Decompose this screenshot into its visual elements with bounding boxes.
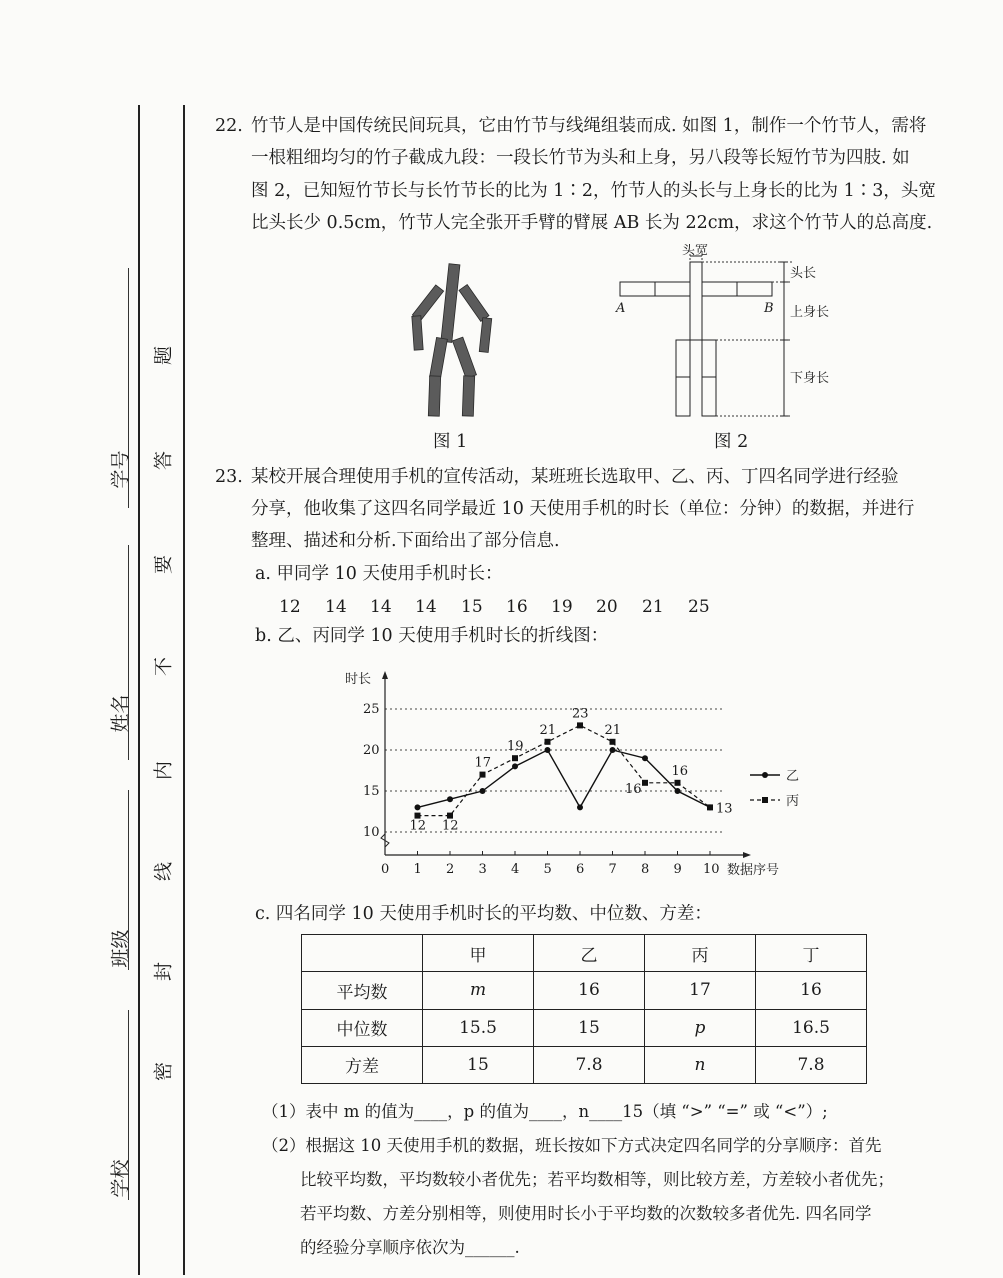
class-label: 班级 — [109, 929, 132, 968]
data-label-bing: 12 — [442, 818, 459, 834]
data-point-yi — [545, 747, 551, 753]
data-point-yi — [447, 796, 453, 802]
data-label-bing: 16 — [625, 781, 642, 797]
table-cell: 平均数 — [302, 972, 423, 1009]
fig2-point-b: B — [764, 301, 774, 316]
fig2-lower-body-label: 下身长 — [790, 371, 830, 386]
x-tick-label: 3 — [478, 862, 487, 877]
data-point-bing — [512, 755, 518, 761]
figure-2-caption: 图 2 — [714, 432, 749, 452]
table-row — [302, 1009, 867, 1046]
legend-marker-bing — [762, 797, 768, 803]
y-tick-label: 10 — [363, 825, 380, 840]
q22-line-1: 竹节人是中国传统民间玩具，它由竹节与线绳组装而成. 如图 1，制作一个竹节人，需将 — [251, 116, 927, 136]
x-axis-label: 数据序号 — [727, 863, 780, 878]
y-tick-label: 25 — [363, 702, 380, 717]
q23-number: 23. — [215, 467, 243, 487]
seal-char: 封 — [152, 962, 175, 982]
fig1-right-shin — [462, 376, 474, 416]
table-cell: p — [645, 1009, 756, 1046]
legend-label-yi: 乙 — [786, 769, 800, 784]
fig2-left-arm-2 — [655, 282, 690, 296]
data-label-bing: 23 — [572, 706, 589, 722]
q23-sub2-line-1: （2）根据这 10 天使用手机的数据，班长按如下方式决定四名同学的分享顺序：首先 — [262, 1136, 882, 1155]
data-label-bing: 13 — [716, 801, 733, 817]
student-id-label: 学号 — [109, 450, 132, 489]
x-tick-label: 4 — [511, 862, 520, 877]
table-header-cell: 丙 — [645, 935, 756, 972]
data-point-bing — [480, 772, 486, 778]
fig1-right-upper-arm — [459, 285, 489, 322]
x-tick-label: 5 — [543, 862, 552, 877]
school-label: 学校 — [109, 1159, 132, 1198]
data-label-bing: 21 — [604, 722, 622, 738]
data-point-yi — [512, 763, 518, 769]
table-cell: 7.8 — [756, 1046, 867, 1083]
jia-value: 14 — [415, 597, 437, 617]
data-label-bing: 12 — [409, 818, 427, 834]
q23-intro-1: 某校开展合理使用手机的宣传活动，某班班长选取甲、乙、丙、丁四名同学进行经验 — [251, 467, 899, 487]
fig1-left-forearm — [412, 316, 423, 351]
fig2-head-len-label: 头长 — [790, 266, 817, 281]
q23-sub1: （1）表中 m 的值为____，p 的值为____，n____15（填 “>” “=” 或 “<”）; — [262, 1102, 828, 1121]
table-cell: 15 — [534, 1009, 645, 1046]
table-header-cell — [302, 935, 423, 972]
q22-line-2: 一根粗细均匀的竹子截成九段：一段长竹节为头和上身，另八段等长短竹节为四肢. 如 — [251, 148, 910, 168]
table-row — [302, 1046, 867, 1083]
data-point-bing — [675, 780, 681, 786]
data-point-yi — [675, 788, 681, 794]
table-cell: n — [645, 1046, 756, 1083]
fig2-left-arm-1 — [620, 282, 655, 296]
table-row — [302, 972, 867, 1009]
x-tick-label: 0 — [381, 862, 390, 877]
x-tick-label: 6 — [576, 862, 585, 877]
figure-2-diagram — [612, 244, 842, 422]
fig2-head-body — [690, 262, 702, 340]
name-label: 姓名 — [109, 694, 132, 733]
fig2-right-arm-2 — [737, 282, 772, 296]
table-cell: 15.5 — [423, 1009, 534, 1046]
q23-intro-3: 整理、描述和分析.下面给出了部分信息. — [251, 531, 560, 551]
table-cell: 方差 — [302, 1046, 423, 1083]
margin-inner-line — [183, 105, 185, 1275]
jia-value: 16 — [506, 597, 528, 617]
data-point-yi — [577, 804, 583, 810]
jia-value: 19 — [551, 597, 573, 617]
fig2-right-arm-1 — [702, 282, 737, 296]
table-cell: 17 — [645, 972, 756, 1009]
table-header-cell: 丁 — [756, 935, 867, 972]
fig2-point-a: A — [616, 301, 626, 316]
data-point-yi — [610, 747, 616, 753]
series-line-yi — [418, 750, 711, 807]
q22-number: 22. — [215, 116, 243, 136]
fig1-left-shin — [428, 376, 440, 416]
fig2-right-leg-lower — [702, 377, 716, 416]
jia-value: 21 — [642, 597, 664, 617]
line-chart — [330, 665, 800, 895]
data-point-bing — [610, 739, 616, 745]
fig2-right-leg-upper — [702, 340, 716, 377]
data-label-bing: 19 — [507, 739, 524, 755]
seal-char: 内 — [152, 761, 175, 781]
y-tick-label: 20 — [363, 743, 380, 758]
q23-intro-2: 分享，他收集了这四名同学最近 10 天使用手机的时长（单位：分钟）的数据，并进行 — [251, 499, 915, 519]
table-header-cell: 甲 — [423, 935, 534, 972]
figure-1-bamboo-man — [405, 262, 505, 422]
figure-1-caption: 图 1 — [433, 432, 468, 452]
margin-outer-line — [138, 105, 140, 1275]
jia-value: 12 — [279, 597, 301, 617]
jia-value: 20 — [596, 597, 618, 617]
fig2-head-width-label: 头宽 — [682, 244, 709, 258]
data-point-yi — [642, 755, 648, 761]
jia-value: 14 — [325, 597, 347, 617]
data-point-bing — [707, 804, 713, 810]
table-header-cell: 乙 — [534, 935, 645, 972]
fig2-left-leg-upper — [676, 340, 690, 377]
legend-marker-yi — [762, 772, 768, 778]
x-axis-arrow — [743, 852, 751, 858]
x-tick-label: 9 — [673, 862, 682, 877]
seal-char: 不 — [152, 657, 175, 677]
table-cell: 16 — [756, 972, 867, 1009]
fig1-right-forearm — [479, 318, 492, 353]
data-label-bing: 17 — [474, 755, 492, 771]
q22-line-3: 图 2，已知短竹节长与长竹节长的比为 1∶2，竹节人的头长与上身长的比为 1∶3，头宽 — [251, 181, 936, 201]
table-cell: m — [423, 972, 534, 1009]
x-tick-label: 7 — [608, 862, 617, 877]
seal-char: 要 — [152, 555, 175, 575]
data-label-bing: 21 — [539, 722, 557, 738]
stats-table — [301, 934, 867, 1084]
data-point-bing — [577, 722, 583, 728]
fig2-upper-body-label: 上身长 — [790, 305, 830, 320]
x-tick-label: 8 — [641, 862, 650, 877]
seal-char: 答 — [152, 451, 175, 471]
fig1-right-thigh — [452, 337, 476, 378]
table-header-row — [302, 935, 867, 972]
data-point-bing — [545, 739, 551, 745]
seal-char: 线 — [152, 862, 175, 882]
fig1-left-thigh — [430, 337, 448, 378]
x-tick-label: 10 — [703, 862, 720, 877]
data-point-bing — [642, 780, 648, 786]
data-label-bing: 16 — [671, 763, 689, 779]
jia-value: 25 — [688, 597, 710, 617]
table-cell: 15 — [423, 1046, 534, 1083]
data-point-yi — [415, 804, 421, 810]
q23-sub2-line-3: 若平均数、方差分别相等，则使用时长小于平均数的次数较多者优先. 四名同学 — [300, 1204, 872, 1223]
table-cell: 中位数 — [302, 1009, 423, 1046]
y-axis-label: 时长 — [345, 672, 372, 687]
fig2-left-leg-lower — [676, 377, 690, 416]
table-cell: 16.5 — [756, 1009, 867, 1046]
seal-char: 密 — [152, 1062, 175, 1082]
jia-value: 14 — [370, 597, 392, 617]
data-point-yi — [480, 788, 486, 794]
table-cell: 16 — [534, 972, 645, 1009]
q23-sub2-line-4: 的经验分享顺序依次为______. — [300, 1238, 520, 1257]
table-cell: 7.8 — [534, 1046, 645, 1083]
q23-sub2-line-2: 比较平均数，平均数较小者优先；若平均数相等，则比较方差，方差较小者优先； — [300, 1170, 894, 1189]
x-tick-label: 1 — [413, 862, 422, 877]
x-tick-label: 2 — [446, 862, 455, 877]
fig1-head-body — [441, 264, 460, 343]
q22-line-4: 比头长少 0.5cm，竹节人完全张开手臂的臂展 AB 长为 22cm，求这个竹节人的总高度. — [251, 213, 933, 233]
q23-part-c: c. 四名同学 10 天使用手机时长的平均数、中位数、方差： — [255, 904, 712, 924]
q23-part-a: a. 甲同学 10 天使用手机时长： — [255, 564, 503, 584]
jia-value: 15 — [461, 597, 483, 617]
series-line-bing — [418, 722, 711, 815]
seal-char: 题 — [152, 346, 175, 366]
legend-label-bing: 丙 — [786, 794, 800, 809]
y-tick-label: 15 — [363, 784, 380, 799]
y-axis-arrow — [382, 671, 388, 679]
q23-part-b: b. 乙、丙同学 10 天使用手机时长的折线图： — [255, 626, 609, 646]
